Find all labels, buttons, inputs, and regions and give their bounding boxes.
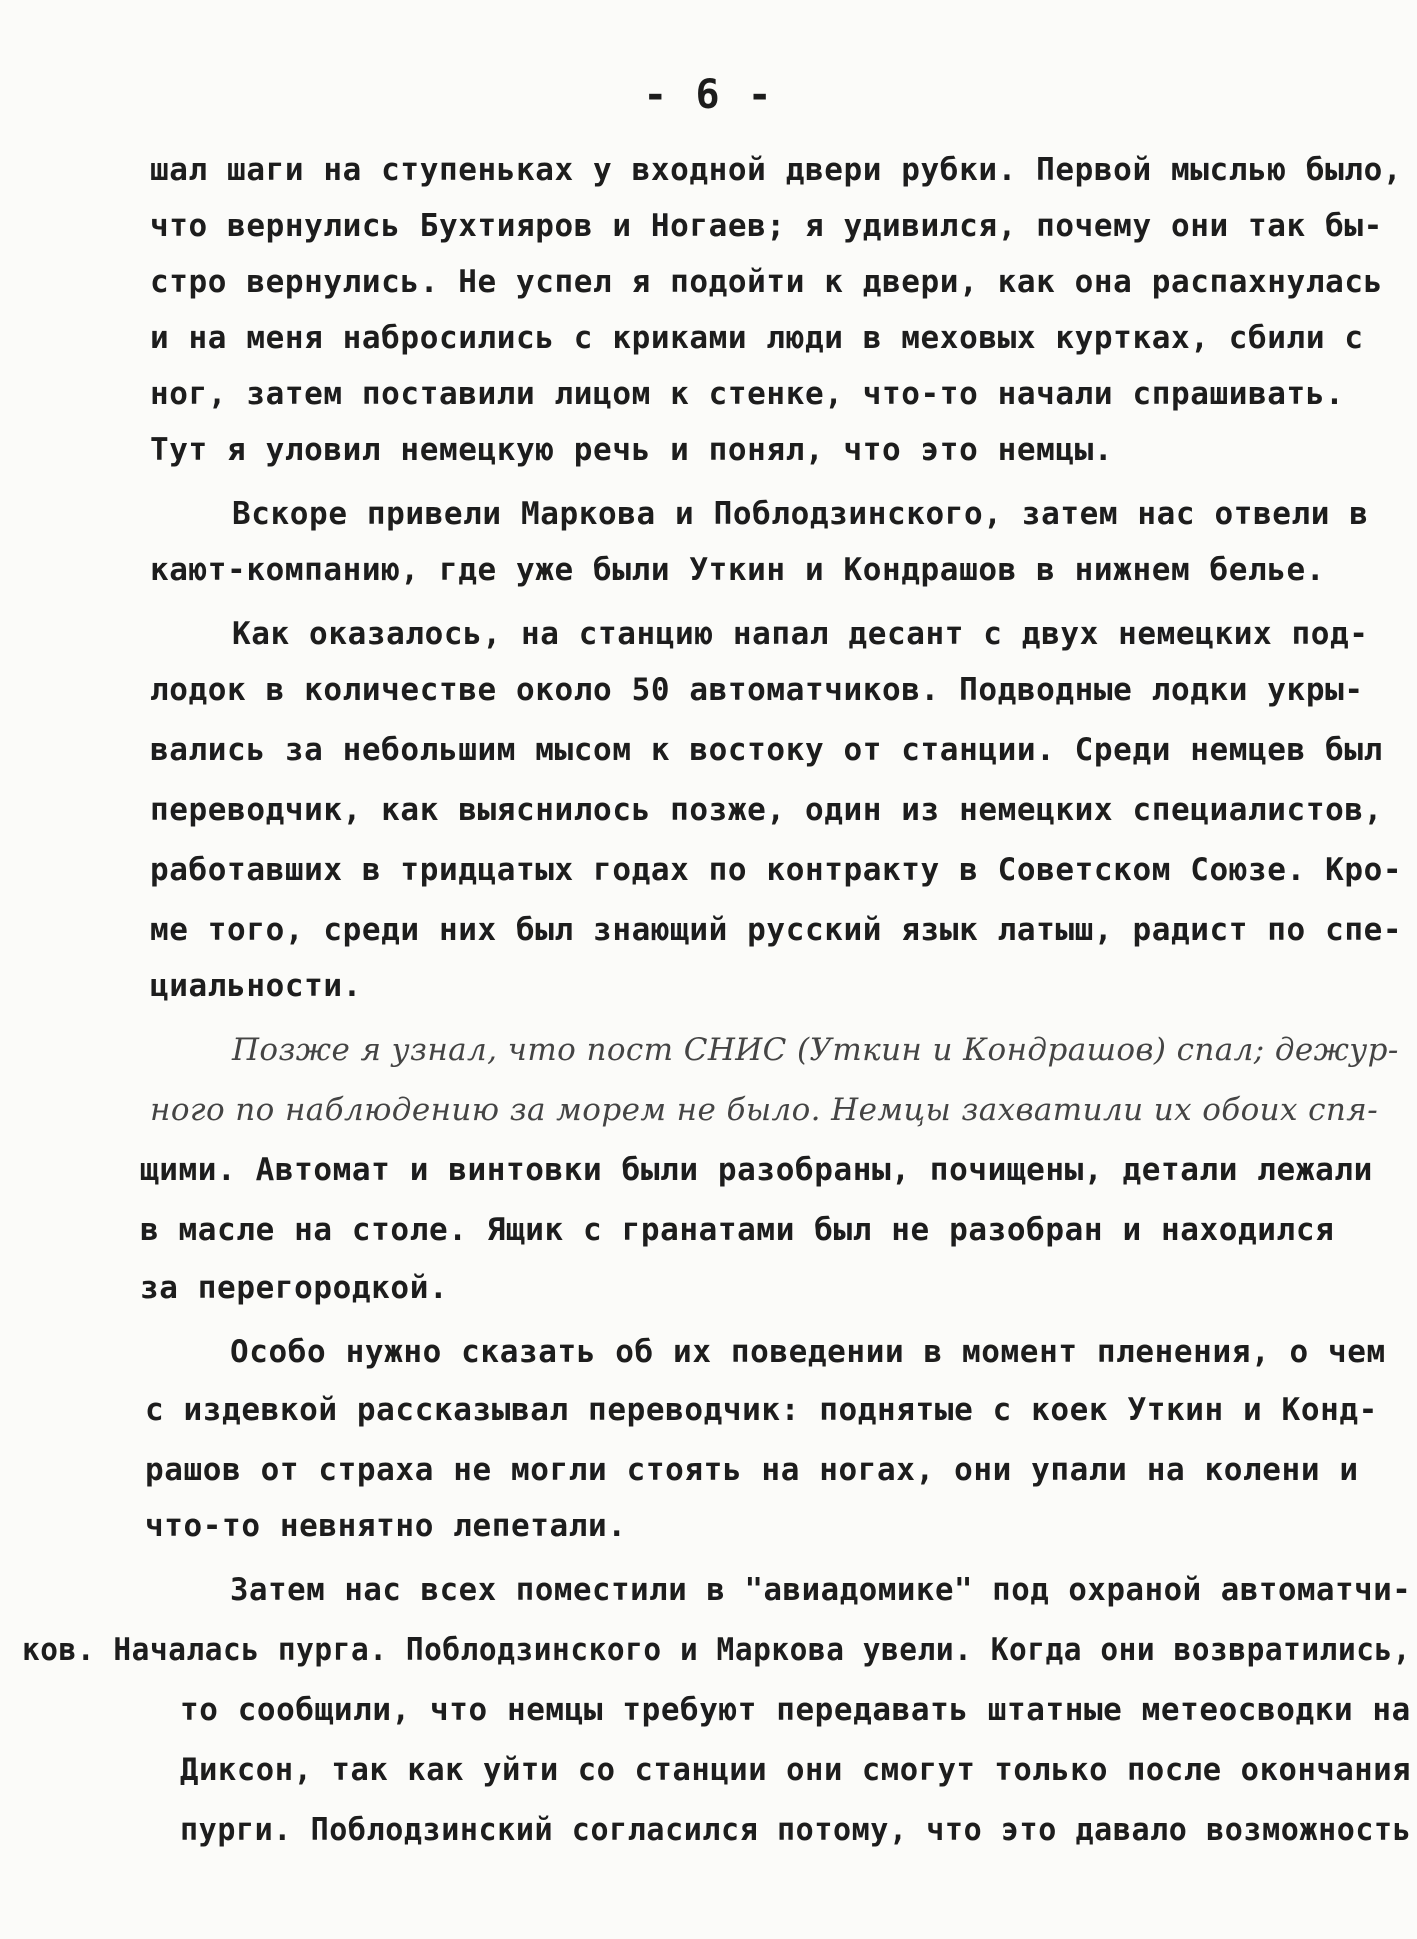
- text-line: пурги. Поблодзинский согласился потому, что это давало возможность: [180, 1812, 1412, 1848]
- text-line: рашов от страха не могли стоять на ногах, они упали на колени и: [145, 1452, 1359, 1488]
- text-line: вались за небольшим мысом к востоку от станции. Среди немцев был: [150, 732, 1383, 768]
- text-line: ног, затем поставили лицом к стенке, что-то начали спрашивать.: [150, 376, 1345, 412]
- text-line: в масле на столе. Ящик с гранатами был не разобран и находился: [140, 1212, 1335, 1248]
- paragraph-first-line: Особо нужно сказать об их поведении в момент пленения, о чем: [230, 1334, 1386, 1370]
- text-line: ков. Началась пурга. Поблодзинского и Маркова увели. Когда они возвратились,: [22, 1632, 1412, 1668]
- paragraph-first-line: Как оказалось, на станцию напал десант с двух немецких под-: [232, 616, 1369, 652]
- text-line: щими. Автомат и винтовки были разобраны, почищены, детали лежали: [140, 1152, 1373, 1188]
- page-number: - 6 -: [643, 72, 774, 118]
- text-line: и на меня набросились с криками люди в меховых куртках, сбили с: [150, 320, 1364, 356]
- paragraph-first-line: Позже я узнал, что пост СНИС (Уткин и Кондрашов) спал; дежур-: [232, 1032, 1399, 1068]
- text-line: лодок в количестве около 50 автоматчиков. Подводные лодки укры-: [150, 672, 1364, 708]
- text-line: Диксон, так как уйти со станции они смогут только после окончания: [180, 1752, 1412, 1788]
- text-line: за перегородкой.: [140, 1270, 449, 1306]
- text-line: шал шаги на ступеньках у входной двери рубки. Первой мыслью было,: [150, 152, 1403, 188]
- text-line: то сообщили, что немцы требуют передавать штатные метеосводки на: [180, 1692, 1411, 1728]
- text-line: циальности.: [150, 968, 362, 1004]
- text-line: что вернулись Бухтияров и Ногаев; я удивился, почему они так бы-: [150, 208, 1383, 244]
- paragraph-first-line: Затем нас всех поместили в "авиадомике" под охраной автоматчи-: [230, 1572, 1412, 1608]
- text-line: переводчик, как выяснилось позже, один из немецких специалистов,: [150, 792, 1383, 828]
- paragraph-first-line: Вскоре привели Маркова и Поблодзинского, затем нас отвели в: [232, 496, 1369, 532]
- text-line: ного по наблюдению за морем не было. Немцы захватили их обоих спя-: [150, 1092, 1379, 1128]
- text-line: кают-компанию, где уже были Уткин и Кондрашов в нижнем белье.: [150, 552, 1326, 588]
- text-line: стро вернулись. Не успел я подойти к двери, как она распахнулась: [150, 264, 1383, 300]
- text-line: с издевкой рассказывал переводчик: поднятые с коек Уткин и Конд-: [145, 1392, 1378, 1428]
- text-line: что-то невнятно лепетали.: [145, 1508, 627, 1544]
- text-line: Тут я уловил немецкую речь и понял, что это немцы.: [150, 432, 1114, 468]
- text-line: ме того, среди них был знающий русский язык латыш, радист по спе-: [150, 912, 1403, 948]
- text-line: работавших в тридцатых годах по контракту в Советском Союзе. Кро-: [150, 852, 1403, 888]
